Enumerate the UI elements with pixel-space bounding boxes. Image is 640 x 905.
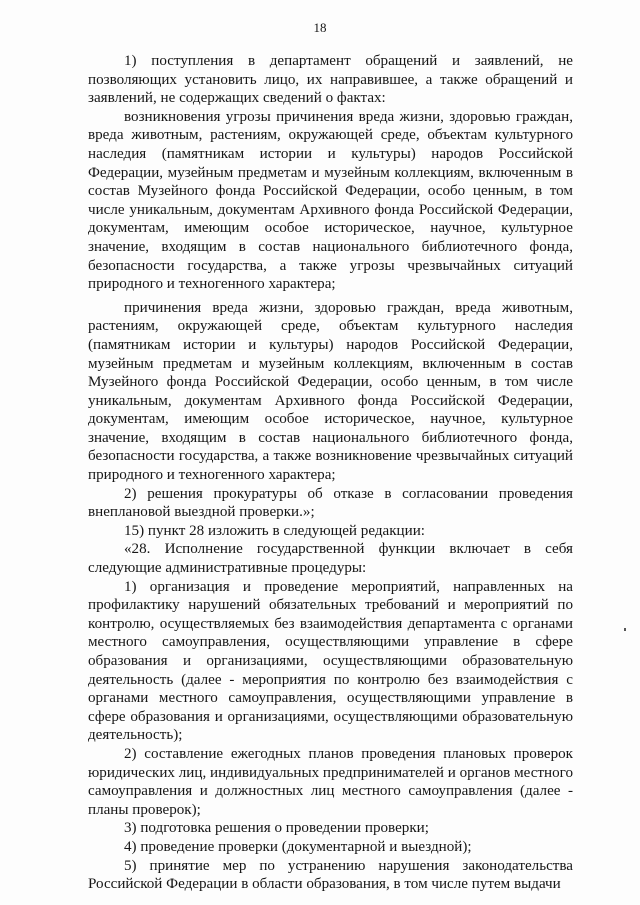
page-number: 18 [313, 20, 327, 35]
paragraph-3: причинения вреда жизни, здоровью граждан, вреда животным, растениям, окружающей среде, объектам культурного наследия (памятникам истории и культуры) народов Российской Федерации, музейным предметам и музейным коллекциям, включенным в состав Музейного фонда Российской Федерации, особо ценным, в том числе уникальным, документам Архивного фонда Российской Федерации, документам, имеющим особое историческое, научное, культурное значение, входящим в состав национального библиотечного фонда, безопасности государства, а также возникновение чрезвычайных ситуаций природного и техногенного характера; [88, 299, 573, 484]
paragraph-5: 15) пункт 28 изложить в следующей редакции: [124, 522, 425, 539]
paragraph-2: возникновения угрозы причинения вреда жизни, здоровью граждан, вреда животным, растениям, окружающей среде, объектам культурного наследия (памятникам истории и культуры) народов Российской Федерации, музейным предметам и музейным коллекциям, включенным в состав Музейного фонда Российской Федерации, особо ценным, в том числе уникальным, документам Архивного фонда Российской Федерации, документам, имеющим особое историческое, научное, культурное значение, входящим в состав национального библиотечного фонда, безопасности государства, а также угрозы чрезвычайных ситуаций природного и техногенного характера; [88, 108, 573, 293]
paragraph-4: 2) решения прокуратуры об отказе в согласовании проведения внеплановой выездной проверки.»; [88, 485, 573, 521]
paragraph-7: 1) организация и проведение мероприятий, направленных на профилактику нарушений обязательных требований и мероприятий по контролю, осуществляемых без взаимодействия департамента с органами местного самоуправления, осуществляющими управление в сфере образования и организациями, осуществляющими образовательную деятельность (далее - мероприятия по контролю без взаимодействия с органами местного самоуправления, осуществляющими управление в сфере образования и организациями, осуществляющими образовательную деятельность); [88, 578, 573, 744]
paragraph-11: 5) принятие мер по устранению нарушения законодательства Российской Федерации в области образования, в том числе путем выдачи [88, 857, 573, 893]
scan-speck [624, 628, 626, 631]
paragraph-6: «28. Исполнение государственной функции включает в себя следующие административные процедуры: [88, 541, 573, 577]
paragraph-9: 3) подготовка решения о проведении проверки; [124, 820, 429, 837]
document-body [88, 52, 573, 894]
paragraph-10: 4) проведение проверки (документарной и выездной); [124, 838, 472, 855]
paragraph-1: 1) поступления в департамент обращений и заявлений, не позволяющих установить лицо, их направившее, а также обращений и заявлений, не содержащих сведений о фактах: [88, 53, 573, 107]
paragraph-8: 2) составление ежегодных планов проведения плановых проверок юридических лиц, индивидуальных предпринимателей и органов местного самоуправления и должностных лиц местного самоуправления (далее - планы проверок); [88, 745, 573, 818]
